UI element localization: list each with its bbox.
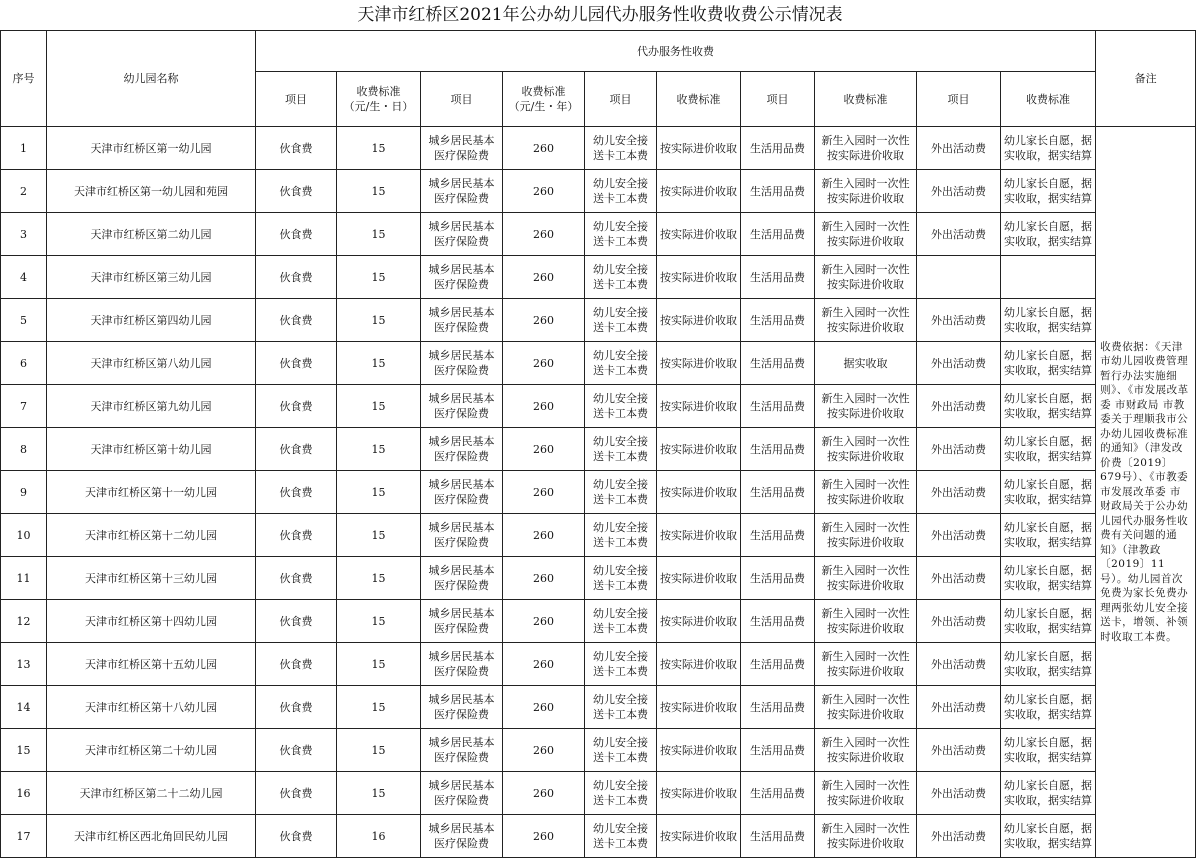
row-seq: 14 — [1, 686, 47, 729]
table-row — [1, 815, 1196, 858]
fee-standard-3: 按实际进价收取 — [657, 686, 741, 729]
fee-standard-1: 15 — [337, 342, 421, 385]
kindergarten-name: 天津市红桥区第一幼儿园 — [47, 127, 256, 170]
fee-standard-1: 15 — [337, 256, 421, 299]
item-3: 幼儿安全接送卡工本费 — [585, 428, 657, 471]
item-4: 生活用品费 — [741, 815, 815, 858]
fee-standard-5: 幼儿家长自愿，据实收取，据实结算 — [1001, 686, 1096, 729]
header-item: 项目 — [256, 72, 337, 127]
table-row — [1, 256, 1196, 299]
fee-standard-5: 幼儿家长自愿，据实收取，据实结算 — [1001, 428, 1096, 471]
item-4: 生活用品费 — [741, 213, 815, 256]
fee-standard-2: 260 — [503, 686, 585, 729]
table-row — [1, 600, 1196, 643]
item-1: 伙食费 — [256, 643, 337, 686]
fee-standard-4: 新生入园时一次性按实际进价收取 — [815, 772, 917, 815]
fee-standard-5: 幼儿家长自愿，据实收取，据实结算 — [1001, 643, 1096, 686]
item-2: 城乡居民基本医疗保险费 — [421, 213, 503, 256]
table-row — [1, 772, 1196, 815]
item-3: 幼儿安全接送卡工本费 — [585, 299, 657, 342]
fee-standard-3: 按实际进价收取 — [657, 170, 741, 213]
item-1: 伙食费 — [256, 471, 337, 514]
table-row — [1, 729, 1196, 772]
kindergarten-name: 天津市红桥区第十二幼儿园 — [47, 514, 256, 557]
fee-standard-3: 按实际进价收取 — [657, 729, 741, 772]
fee-standard-3: 按实际进价收取 — [657, 428, 741, 471]
item-1: 伙食费 — [256, 428, 337, 471]
fee-standard-2: 260 — [503, 643, 585, 686]
fee-standard-5: 幼儿家长自愿，据实收取，据实结算 — [1001, 772, 1096, 815]
item-2: 城乡居民基本医疗保险费 — [421, 385, 503, 428]
item-2: 城乡居民基本医疗保险费 — [421, 600, 503, 643]
fee-standard-4: 新生入园时一次性按实际进价收取 — [815, 127, 917, 170]
kindergarten-name: 天津市红桥区第九幼儿园 — [47, 385, 256, 428]
table-row — [1, 213, 1196, 256]
row-seq: 17 — [1, 815, 47, 858]
fee-standard-4: 新生入园时一次性按实际进价收取 — [815, 815, 917, 858]
row-seq: 6 — [1, 342, 47, 385]
notes-cell: 收费依据：《天津市幼儿园收费管理暂行办法实施细则》、《市发展改革委 市财政局 市教委关于理顺我市公办幼儿园收费标准的通知》（津发改价费〔2019〕679号）、《市教委 市发展改革委 市财政局关于公办幼儿园代办服务性收费有关问题的通知》（津教政〔2019〕11号）。幼儿园首次免费为家长免费办理两张幼儿安全接送卡，增领、补领时收取工本费。 — [1096, 127, 1196, 858]
kindergarten-name: 天津市红桥区第十八幼儿园 — [47, 686, 256, 729]
item-5: 外出活动费 — [917, 815, 1001, 858]
kindergarten-name: 天津市红桥区第二幼儿园 — [47, 213, 256, 256]
fee-standard-2: 260 — [503, 600, 585, 643]
item-1: 伙食费 — [256, 127, 337, 170]
row-seq: 16 — [1, 772, 47, 815]
row-seq: 4 — [1, 256, 47, 299]
kindergarten-name: 天津市红桥区第四幼儿园 — [47, 299, 256, 342]
item-2: 城乡居民基本医疗保险费 — [421, 127, 503, 170]
item-4: 生活用品费 — [741, 428, 815, 471]
header-std: 收费标准 — [815, 72, 917, 127]
fee-table — [0, 30, 1196, 858]
item-2: 城乡居民基本医疗保险费 — [421, 772, 503, 815]
item-2: 城乡居民基本医疗保险费 — [421, 170, 503, 213]
fee-standard-4: 新生入园时一次性按实际进价收取 — [815, 600, 917, 643]
item-4: 生活用品费 — [741, 772, 815, 815]
item-1: 伙食费 — [256, 729, 337, 772]
table-row — [1, 514, 1196, 557]
fee-standard-2: 260 — [503, 557, 585, 600]
fee-standard-1: 15 — [337, 643, 421, 686]
header-std-year: 收费标准 （元/生・年） — [503, 72, 585, 127]
fee-standard-3: 按实际进价收取 — [657, 213, 741, 256]
table-row — [1, 385, 1196, 428]
header-std: 收费标准 — [1001, 72, 1096, 127]
fee-standard-4: 新生入园时一次性按实际进价收取 — [815, 299, 917, 342]
fee-standard-1: 15 — [337, 471, 421, 514]
fee-standard-5: 幼儿家长自愿，据实收取，据实结算 — [1001, 514, 1096, 557]
item-3: 幼儿安全接送卡工本费 — [585, 815, 657, 858]
item-5: 外出活动费 — [917, 127, 1001, 170]
fee-standard-4: 据实收取 — [815, 342, 917, 385]
fee-standard-3: 按实际进价收取 — [657, 772, 741, 815]
table-row — [1, 557, 1196, 600]
item-2: 城乡居民基本医疗保险费 — [421, 686, 503, 729]
row-seq: 10 — [1, 514, 47, 557]
row-seq: 11 — [1, 557, 47, 600]
item-4: 生活用品费 — [741, 256, 815, 299]
fee-standard-1: 15 — [337, 729, 421, 772]
fee-standard-2: 260 — [503, 815, 585, 858]
fee-standard-2: 260 — [503, 299, 585, 342]
item-5: 外出活动费 — [917, 643, 1001, 686]
kindergarten-name: 天津市红桥区第十三幼儿园 — [47, 557, 256, 600]
fee-standard-3: 按实际进价收取 — [657, 815, 741, 858]
fee-standard-2: 260 — [503, 428, 585, 471]
item-1: 伙食费 — [256, 600, 337, 643]
item-3: 幼儿安全接送卡工本费 — [585, 686, 657, 729]
fee-standard-4: 新生入园时一次性按实际进价收取 — [815, 428, 917, 471]
fee-standard-1: 15 — [337, 127, 421, 170]
item-1: 伙食费 — [256, 213, 337, 256]
fee-standard-5: 幼儿家长自愿，据实收取，据实结算 — [1001, 815, 1096, 858]
kindergarten-name: 天津市红桥区第十幼儿园 — [47, 428, 256, 471]
fee-standard-5: 幼儿家长自愿，据实收取，据实结算 — [1001, 385, 1096, 428]
fee-standard-2: 260 — [503, 127, 585, 170]
fee-standard-4: 新生入园时一次性按实际进价收取 — [815, 385, 917, 428]
item-1: 伙食费 — [256, 299, 337, 342]
item-1: 伙食费 — [256, 385, 337, 428]
item-2: 城乡居民基本医疗保险费 — [421, 557, 503, 600]
fee-standard-5: 幼儿家长自愿，据实收取，据实结算 — [1001, 299, 1096, 342]
item-2: 城乡居民基本医疗保险费 — [421, 299, 503, 342]
item-4: 生活用品费 — [741, 729, 815, 772]
fee-standard-1: 15 — [337, 385, 421, 428]
item-1: 伙食费 — [256, 256, 337, 299]
item-3: 幼儿安全接送卡工本费 — [585, 385, 657, 428]
item-4: 生活用品费 — [741, 557, 815, 600]
item-3: 幼儿安全接送卡工本费 — [585, 557, 657, 600]
fee-standard-1: 15 — [337, 213, 421, 256]
row-seq: 1 — [1, 127, 47, 170]
item-5: 外出活动费 — [917, 428, 1001, 471]
fee-standard-3: 按实际进价收取 — [657, 557, 741, 600]
fee-standard-3: 按实际进价收取 — [657, 342, 741, 385]
header-std: 收费标准 — [657, 72, 741, 127]
page-title: 天津市红桥区2021年公办幼儿园代办服务性收费收费公示情况表 — [357, 5, 843, 25]
fee-standard-2: 260 — [503, 471, 585, 514]
header-item: 项目 — [917, 72, 1001, 127]
item-3: 幼儿安全接送卡工本费 — [585, 643, 657, 686]
item-2: 城乡居民基本医疗保险费 — [421, 342, 503, 385]
kindergarten-name: 天津市红桥区第一幼儿园和苑园 — [47, 170, 256, 213]
item-1: 伙食费 — [256, 686, 337, 729]
fee-standard-5: 幼儿家长自愿，据实收取，据实结算 — [1001, 127, 1096, 170]
fee-standard-2: 260 — [503, 729, 585, 772]
item-4: 生活用品费 — [741, 643, 815, 686]
item-4: 生活用品费 — [741, 127, 815, 170]
fee-standard-4: 新生入园时一次性按实际进价收取 — [815, 686, 917, 729]
fee-standard-1: 16 — [337, 815, 421, 858]
item-5: 外出活动费 — [917, 213, 1001, 256]
item-3: 幼儿安全接送卡工本费 — [585, 342, 657, 385]
fee-standard-2: 260 — [503, 514, 585, 557]
kindergarten-name: 天津市红桥区西北角回民幼儿园 — [47, 815, 256, 858]
header-seq: 序号 — [1, 31, 47, 127]
fee-standard-4: 新生入园时一次性按实际进价收取 — [815, 170, 917, 213]
row-seq: 9 — [1, 471, 47, 514]
item-2: 城乡居民基本医疗保险费 — [421, 514, 503, 557]
header-item: 项目 — [421, 72, 503, 127]
fee-standard-4: 新生入园时一次性按实际进价收取 — [815, 514, 917, 557]
kindergarten-name: 天津市红桥区第二十幼儿园 — [47, 729, 256, 772]
item-2: 城乡居民基本医疗保险费 — [421, 471, 503, 514]
item-5: 外出活动费 — [917, 557, 1001, 600]
header-item: 项目 — [585, 72, 657, 127]
item-4: 生活用品费 — [741, 686, 815, 729]
item-5: 外出活动费 — [917, 471, 1001, 514]
table-row — [1, 686, 1196, 729]
item-2: 城乡居民基本医疗保险费 — [421, 428, 503, 471]
header-std-day: 收费标准 （元/生・日） — [337, 72, 421, 127]
item-2: 城乡居民基本医疗保险费 — [421, 729, 503, 772]
fee-standard-3: 按实际进价收取 — [657, 299, 741, 342]
fee-standard-1: 15 — [337, 600, 421, 643]
item-5: 外出活动费 — [917, 514, 1001, 557]
fee-standard-4: 新生入园时一次性按实际进价收取 — [815, 729, 917, 772]
kindergarten-name: 天津市红桥区第二十二幼儿园 — [47, 772, 256, 815]
item-1: 伙食费 — [256, 170, 337, 213]
item-1: 伙食费 — [256, 514, 337, 557]
fee-standard-4: 新生入园时一次性按实际进价收取 — [815, 256, 917, 299]
item-3: 幼儿安全接送卡工本费 — [585, 772, 657, 815]
fee-standard-2: 260 — [503, 213, 585, 256]
item-5: 外出活动费 — [917, 342, 1001, 385]
header-group: 代办服务性收费 — [256, 31, 1096, 72]
fee-standard-5: 幼儿家长自愿，据实收取，据实结算 — [1001, 170, 1096, 213]
item-4: 生活用品费 — [741, 170, 815, 213]
row-seq: 7 — [1, 385, 47, 428]
fee-standard-4: 新生入园时一次性按实际进价收取 — [815, 643, 917, 686]
fee-standard-2: 260 — [503, 772, 585, 815]
fee-standard-5: 幼儿家长自愿，据实收取，据实结算 — [1001, 471, 1096, 514]
item-4: 生活用品费 — [741, 342, 815, 385]
fee-standard-3: 按实际进价收取 — [657, 514, 741, 557]
item-5: 外出活动费 — [917, 686, 1001, 729]
item-5: 外出活动费 — [917, 385, 1001, 428]
item-3: 幼儿安全接送卡工本费 — [585, 213, 657, 256]
row-seq: 13 — [1, 643, 47, 686]
item-3: 幼儿安全接送卡工本费 — [585, 127, 657, 170]
fee-standard-3: 按实际进价收取 — [657, 471, 741, 514]
fee-standard-5: 幼儿家长自愿，据实收取，据实结算 — [1001, 342, 1096, 385]
item-5 — [917, 256, 1001, 299]
item-2: 城乡居民基本医疗保险费 — [421, 643, 503, 686]
fee-standard-4: 新生入园时一次性按实际进价收取 — [815, 471, 917, 514]
item-1: 伙食费 — [256, 815, 337, 858]
item-3: 幼儿安全接送卡工本费 — [585, 170, 657, 213]
fee-standard-2: 260 — [503, 385, 585, 428]
row-seq: 3 — [1, 213, 47, 256]
item-4: 生活用品费 — [741, 514, 815, 557]
fee-standard-4: 新生入园时一次性按实际进价收取 — [815, 557, 917, 600]
item-3: 幼儿安全接送卡工本费 — [585, 256, 657, 299]
item-5: 外出活动费 — [917, 772, 1001, 815]
row-seq: 8 — [1, 428, 47, 471]
header-item: 项目 — [741, 72, 815, 127]
fee-standard-1: 15 — [337, 299, 421, 342]
fee-standard-2: 260 — [503, 170, 585, 213]
fee-standard-1: 15 — [337, 686, 421, 729]
table-row — [1, 643, 1196, 686]
header-name: 幼儿园名称 — [47, 31, 256, 127]
fee-standard-5: 幼儿家长自愿，据实收取，据实结算 — [1001, 213, 1096, 256]
fee-standard-3: 按实际进价收取 — [657, 643, 741, 686]
item-3: 幼儿安全接送卡工本费 — [585, 729, 657, 772]
fee-standard-2: 260 — [503, 342, 585, 385]
fee-standard-1: 15 — [337, 514, 421, 557]
fee-standard-1: 15 — [337, 170, 421, 213]
fee-standard-1: 15 — [337, 557, 421, 600]
kindergarten-name: 天津市红桥区第三幼儿园 — [47, 256, 256, 299]
kindergarten-name: 天津市红桥区第十五幼儿园 — [47, 643, 256, 686]
row-seq: 2 — [1, 170, 47, 213]
item-2: 城乡居民基本医疗保险费 — [421, 256, 503, 299]
item-1: 伙食费 — [256, 772, 337, 815]
item-5: 外出活动费 — [917, 299, 1001, 342]
item-3: 幼儿安全接送卡工本费 — [585, 471, 657, 514]
item-4: 生活用品费 — [741, 299, 815, 342]
kindergarten-name: 天津市红桥区第八幼儿园 — [47, 342, 256, 385]
row-seq: 15 — [1, 729, 47, 772]
table-row — [1, 299, 1196, 342]
item-5: 外出活动费 — [917, 600, 1001, 643]
item-1: 伙食费 — [256, 557, 337, 600]
fee-standard-5: 幼儿家长自愿，据实收取，据实结算 — [1001, 600, 1096, 643]
kindergarten-name: 天津市红桥区第十一幼儿园 — [47, 471, 256, 514]
fee-standard-3: 按实际进价收取 — [657, 127, 741, 170]
fee-standard-3: 按实际进价收取 — [657, 600, 741, 643]
item-3: 幼儿安全接送卡工本费 — [585, 600, 657, 643]
fee-standard-5: 幼儿家长自愿，据实收取，据实结算 — [1001, 729, 1096, 772]
item-2: 城乡居民基本医疗保险费 — [421, 815, 503, 858]
row-seq: 12 — [1, 600, 47, 643]
table-row — [1, 342, 1196, 385]
fee-standard-3: 按实际进价收取 — [657, 385, 741, 428]
item-4: 生活用品费 — [741, 471, 815, 514]
item-5: 外出活动费 — [917, 170, 1001, 213]
fee-standard-1: 15 — [337, 428, 421, 471]
item-4: 生活用品费 — [741, 385, 815, 428]
fee-standard-5 — [1001, 256, 1096, 299]
item-5: 外出活动费 — [917, 729, 1001, 772]
table-row — [1, 127, 1196, 170]
fee-standard-3: 按实际进价收取 — [657, 256, 741, 299]
table-row — [1, 428, 1196, 471]
fee-standard-2: 260 — [503, 256, 585, 299]
fee-standard-4: 新生入园时一次性按实际进价收取 — [815, 213, 917, 256]
row-seq: 5 — [1, 299, 47, 342]
fee-standard-1: 15 — [337, 772, 421, 815]
table-row — [1, 471, 1196, 514]
item-1: 伙食费 — [256, 342, 337, 385]
item-3: 幼儿安全接送卡工本费 — [585, 514, 657, 557]
kindergarten-name: 天津市红桥区第十四幼儿园 — [47, 600, 256, 643]
fee-standard-5: 幼儿家长自愿，据实收取，据实结算 — [1001, 557, 1096, 600]
item-4: 生活用品费 — [741, 600, 815, 643]
table-row — [1, 170, 1196, 213]
header-notes: 备注 — [1096, 31, 1196, 127]
